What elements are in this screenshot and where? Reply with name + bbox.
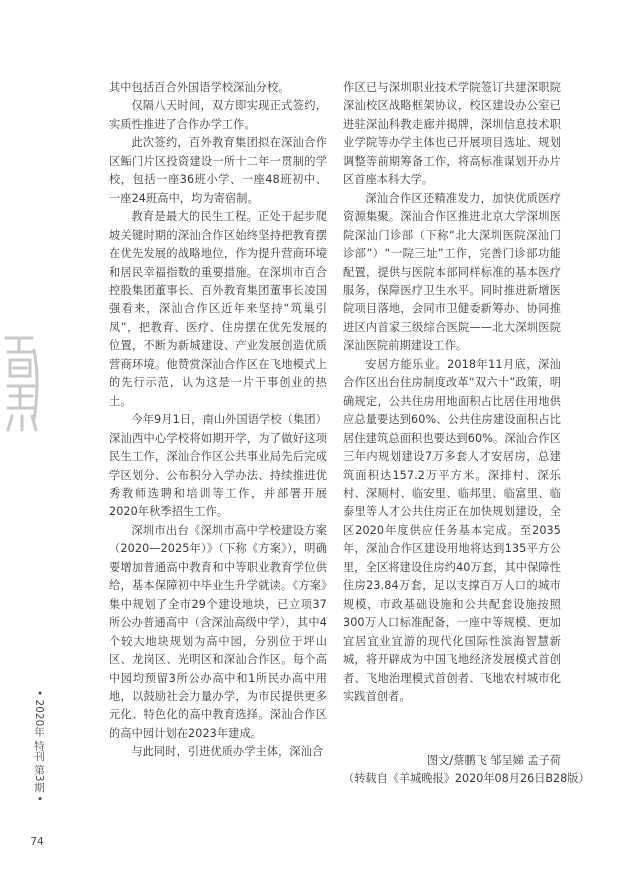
right-column bbox=[343, 79, 561, 706]
paragraph: 安居方能乐业。2018年11月底，深汕合作区出台住房制度改革“双六十”政策，明确规定，公共住房用地面积占比居住用地供应总量要达到60%、公共住房建设面积占比居住建筑总面积也要达到60%。深汕合作区三年内规划建设7万多套人才安居房，总建筑面积达157.2万平方米。深排村、深乐村、深厕村、临安里、临邦里、临富里、临泰里等人才公共住房正在加快规划建设，全区2020年度供应任务基本完成。至2035年，深汕合作区建设用地将达到135平方公里，全区将建设住房约40万套，其中保障性住房23.84万套，足以支撑百万人口的城市规模，市政基础设施和公共配套设施按照300万人口标准配备，一座中等规模、更加宜居宜业宜游的现代化国际性滨海智慧新城，将开辟成为中国飞地经济发展模式首创者、飞地治理模式首创者、飞地农村城市化实践首创者。 bbox=[343, 357, 561, 703]
seal-watermark-icon bbox=[0, 330, 42, 440]
paragraph: 此次签约，百外教育集团拟在深汕合作区鲘门片区投资建设一所十二年一贯制的学校，包括一座36班小学、一座48班初中、一座24班高中，均为寄宿制。 bbox=[109, 136, 327, 205]
left-column bbox=[109, 79, 327, 762]
article-credit bbox=[343, 752, 590, 789]
paragraph: 今年9月1日，南山外国语学校（集团）深汕西中心学校将如期开学，为了做好这项民生工作，深汕合作区公共事业局先后完成学区划分、公布积分入学办法、持续推进优秀教师选聘和培训等工作，并部署开展2020年秋季招生工作。 bbox=[109, 413, 327, 519]
paragraph: 作区已与深圳职业技术学院签订共建深职院深汕校区战略框架协议，校区建设办公室已进驻深汕科教走廊并揭牌，深圳信息技术职业学院等办学主体也已开展项目选址、规划调整等前期筹备工作，将高标准谋划开办片区首座本科大学。 bbox=[343, 81, 561, 187]
paragraph: 教育是最大的民生工程。正处于起步爬坡关键时期的深汕合作区始终坚持把教育摆在优先发展的战略地位，作为提升营商环境和居民幸福指数的重要措施。在深圳市百合控股集团董事长、百外教育集团董事长凌国强看来，深汕合作区近年来坚持“筑巢引凤”，把教育、医疗、住房摆在优先发展的位置，不断为新城建设、产业发展创造优质营商环境。他赞赏深汕合作区在飞地模式上的先行示范，认为这是一片干事创业的热土。 bbox=[109, 210, 327, 408]
issue-label: • 2020年 特刊 第3期 • bbox=[33, 690, 45, 802]
paragraph: 仅隔八天时间，双方即实现正式签约，实质性推进了合作办学工作。 bbox=[109, 99, 327, 131]
paragraph: 其中包括百合外国语学校深汕分校。 bbox=[109, 81, 290, 94]
paragraph: 深汕合作区还精准发力，加快优质医疗资源集聚。深汕合作区推进北京大学深圳医院深汕门诊部（下称“北大深圳医院深汕门诊部”）“一院三址”工作，完善门诊部功能配置，提供与医院本部同样标准的基本医疗服务，保障医疗卫生水平。同时推进新增医院项目落地，会同市卫健委新筹办、协同推进区内首家三级综合医院——北大深圳医院深汕医院前期建设工作。 bbox=[343, 191, 561, 353]
credit-authors: 图文/蔡鹏飞 邹呈娣 孟子荷 bbox=[427, 754, 561, 767]
credit-source: （转载自《羊城晚报》2020年08月26日B28版） bbox=[343, 772, 590, 786]
paragraph: 深圳市出台《深圳市高中学校建设方案（2020—2025年）》（下称《方案》），明确要增加普通高中教育和中等职业教育学位供给，基本保障初中毕业生升学就读。《方案》集中规划了全市29个建设地块，已立项37所公办普通高中（含深汕高级中学），其中4个较大地块规划为高中园，分别位于坪山区、龙岗区、光明区和深汕合作区。每个高中园均预留3所公办高中和1所民办高中用地，以鼓励社会力量办学，为市民提供更多元化、特色化的高中教育选择。深汕合作区的高中园计划在2023年建成。 bbox=[109, 523, 327, 740]
paragraph: 与此同时，引进优质办学主体，深汕合 bbox=[131, 745, 324, 759]
page-number: 74 bbox=[30, 836, 44, 848]
